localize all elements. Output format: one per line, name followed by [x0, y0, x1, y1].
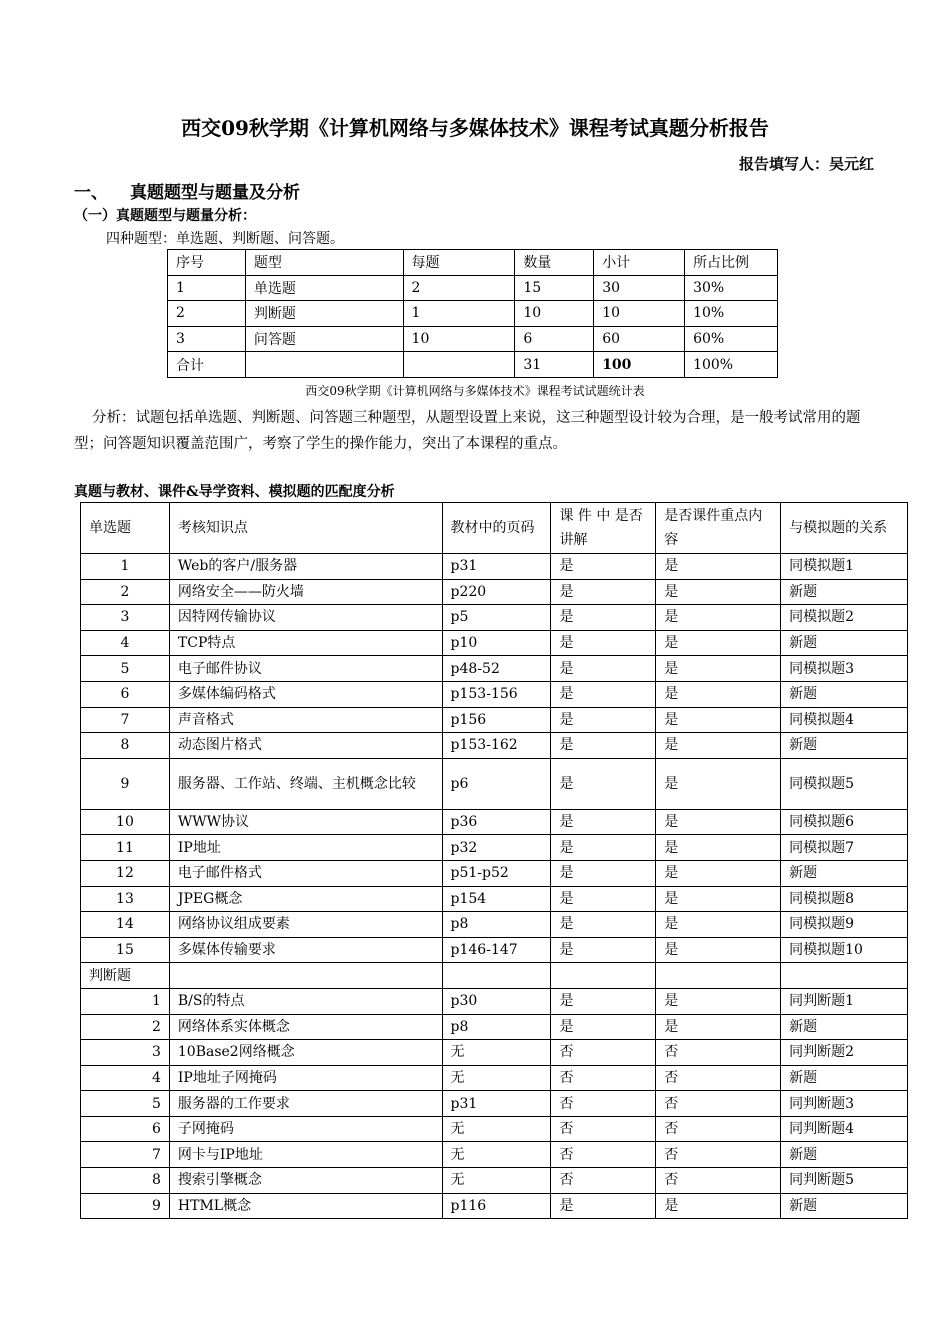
- page-title: 西交09秋学期《计算机网络与多媒体技术》课程考试真题分析报告: [181, 116, 769, 140]
- table-cell: 100: [594, 352, 685, 378]
- question-number: 15: [81, 937, 170, 963]
- question-number: 5: [81, 1091, 170, 1117]
- header-cell: 教材中的页码: [442, 503, 551, 554]
- table-cell: 10: [515, 301, 594, 327]
- table-cell: 是: [656, 886, 781, 912]
- table-cell: 2: [168, 301, 246, 327]
- table-row: [81, 630, 908, 656]
- question-number: 1: [81, 988, 170, 1014]
- table-cell: 是: [551, 656, 656, 682]
- table-cell: 3: [168, 326, 246, 352]
- table-cell: 是: [656, 605, 781, 631]
- table-cell: 同判断题5: [781, 1168, 908, 1194]
- table-cell: p220: [442, 579, 551, 605]
- table-cell: 否: [551, 1091, 656, 1117]
- table-cell: 新题: [781, 860, 908, 886]
- table-row: [81, 733, 908, 759]
- table-cell: 同模拟题1: [781, 554, 908, 580]
- table-cell: 同模拟题10: [781, 937, 908, 963]
- subsection-heading: （一）真题题型与题量分析：: [74, 208, 256, 224]
- header-cell: 考核知识点: [169, 503, 442, 554]
- question-number: 7: [81, 707, 170, 733]
- table-row: [81, 1168, 908, 1194]
- header-cell: 序号: [168, 250, 246, 276]
- table-cell: 是: [656, 1193, 781, 1219]
- section-title: 真题题型与题量及分析: [130, 183, 300, 203]
- table-row: [81, 1065, 908, 1091]
- table-cell: 同模拟题5: [781, 758, 908, 809]
- table-row: [81, 579, 908, 605]
- header-cell: 是否课件重点内容: [656, 503, 781, 554]
- question-number: 10: [81, 809, 170, 835]
- table-row: [168, 275, 778, 301]
- table-header-row: [81, 503, 908, 554]
- table-cell: 同判断题3: [781, 1091, 908, 1117]
- table-cell: 是: [551, 835, 656, 861]
- header-cell: 每题: [403, 250, 515, 276]
- table-row: [81, 1193, 908, 1219]
- table-cell: 同判断题1: [781, 988, 908, 1014]
- summary-table: [167, 249, 778, 378]
- table-cell: p31: [442, 1091, 551, 1117]
- table-cell: 无: [442, 1065, 551, 1091]
- table-cell: 否: [656, 1142, 781, 1168]
- table-cell: 新题: [781, 733, 908, 759]
- table-cell: 是: [551, 937, 656, 963]
- table-cell: p8: [442, 1014, 551, 1040]
- table-cell: p156: [442, 707, 551, 733]
- table-cell: 服务器、工作站、终端、主机概念比较: [169, 758, 442, 809]
- table-cell: 搜索引擎概念: [169, 1168, 442, 1194]
- table-cell: 是: [551, 707, 656, 733]
- table-cell: 新题: [781, 681, 908, 707]
- table-cell: 是: [656, 656, 781, 682]
- table-cell: 否: [656, 1065, 781, 1091]
- table-cell: 多媒体编码格式: [169, 681, 442, 707]
- table-cell: 无: [442, 1040, 551, 1066]
- table-cell: 10%: [685, 301, 778, 327]
- table-cell: p32: [442, 835, 551, 861]
- table-cell: 电子邮件协议: [169, 656, 442, 682]
- question-number: 1: [81, 554, 170, 580]
- match-table: [80, 502, 908, 1219]
- table-cell: 新题: [781, 1014, 908, 1040]
- header-cell: 课 件 中 是否讲解: [551, 503, 656, 554]
- table-cell: 因特网传输协议: [169, 605, 442, 631]
- table-cell: TCP特点: [169, 630, 442, 656]
- table-cell: 10Base2网络概念: [169, 1040, 442, 1066]
- table-cell: 同模拟题8: [781, 886, 908, 912]
- table-cell: p10: [442, 630, 551, 656]
- question-number: 3: [81, 1040, 170, 1066]
- table-row: [81, 809, 908, 835]
- table-cell: 新题: [781, 1142, 908, 1168]
- table-cell: 是: [656, 912, 781, 938]
- table-cell: 1: [168, 275, 246, 301]
- table-cell: 服务器的工作要求: [169, 1091, 442, 1117]
- table-cell: 2: [403, 275, 515, 301]
- table-cell: 电子邮件格式: [169, 860, 442, 886]
- table-row: [81, 554, 908, 580]
- table-cell: HTML概念: [169, 1193, 442, 1219]
- table-cell: 是: [656, 579, 781, 605]
- table-cell: p6: [442, 758, 551, 809]
- table-cell: 否: [656, 1116, 781, 1142]
- question-number: 8: [81, 1168, 170, 1194]
- table-cell: 否: [551, 1040, 656, 1066]
- table-row: [81, 656, 908, 682]
- table-cell: p48-52: [442, 656, 551, 682]
- table-row: [81, 1040, 908, 1066]
- table-cell: 是: [656, 681, 781, 707]
- table-cell: 是: [551, 733, 656, 759]
- table-row: [81, 860, 908, 886]
- table-row: [81, 1091, 908, 1117]
- table-cell: p116: [442, 1193, 551, 1219]
- table-cell: 是: [656, 809, 781, 835]
- table-cell: 声音格式: [169, 707, 442, 733]
- question-number: 3: [81, 605, 170, 631]
- table-cell: 无: [442, 1116, 551, 1142]
- table-cell: 问答题: [245, 326, 403, 352]
- table-row: [81, 1116, 908, 1142]
- table-cell: 无: [442, 1168, 551, 1194]
- table-cell: [245, 352, 403, 378]
- table-cell: 60: [594, 326, 685, 352]
- table-row: [81, 681, 908, 707]
- header-cell: 所占比例: [685, 250, 778, 276]
- table-cell: 同模拟题9: [781, 912, 908, 938]
- table-cell: 同模拟题2: [781, 605, 908, 631]
- table-cell: [403, 352, 515, 378]
- table-cell: WWW协议: [169, 809, 442, 835]
- table-cell: 网络体系实体概念: [169, 1014, 442, 1040]
- table-cell: 否: [656, 1091, 781, 1117]
- table-header-row: [168, 250, 778, 276]
- section-label-row: [81, 963, 908, 989]
- table-cell: [169, 963, 442, 989]
- section-heading-1: [74, 178, 300, 203]
- table-cell: 新题: [781, 630, 908, 656]
- table-cell: p30: [442, 988, 551, 1014]
- table-cell: 新题: [781, 1193, 908, 1219]
- table-cell: 网络安全——防火墙: [169, 579, 442, 605]
- section-number: 一、: [74, 183, 108, 203]
- table-cell: 同判断题4: [781, 1116, 908, 1142]
- table-cell: 否: [551, 1065, 656, 1091]
- table-cell: p36: [442, 809, 551, 835]
- question-number: 4: [81, 1065, 170, 1091]
- table-cell: 是: [656, 937, 781, 963]
- report-author: 报告填写人：吴元红: [738, 155, 874, 173]
- table-cell: 网卡与IP地址: [169, 1142, 442, 1168]
- table-cell: 是: [656, 1014, 781, 1040]
- table-row: [168, 326, 778, 352]
- table-cell: 是: [551, 809, 656, 835]
- table-cell: 是: [656, 630, 781, 656]
- table-cell: 否: [656, 1168, 781, 1194]
- table-cell: 是: [551, 681, 656, 707]
- table-row: [81, 1142, 908, 1168]
- table-cell: JPEG概念: [169, 886, 442, 912]
- table-cell: 合计: [168, 352, 246, 378]
- table-cell: [442, 963, 551, 989]
- table-cell: 是: [551, 554, 656, 580]
- question-number: 6: [81, 681, 170, 707]
- question-number: 11: [81, 835, 170, 861]
- table-cell: 10: [594, 301, 685, 327]
- header-cell: 题型: [245, 250, 403, 276]
- table-row: [168, 352, 778, 378]
- table-row: [81, 988, 908, 1014]
- table-cell: [551, 963, 656, 989]
- question-number: 7: [81, 1142, 170, 1168]
- question-number: 8: [81, 733, 170, 759]
- table-cell: 是: [656, 707, 781, 733]
- table-cell: p153-156: [442, 681, 551, 707]
- table-cell: 新题: [781, 1065, 908, 1091]
- table-cell: 6: [515, 326, 594, 352]
- table-cell: 否: [656, 1040, 781, 1066]
- table-cell: 否: [551, 1142, 656, 1168]
- header-cell: 与模拟题的关系: [781, 503, 908, 554]
- question-number: 13: [81, 886, 170, 912]
- question-number: 2: [81, 579, 170, 605]
- table-cell: 1: [403, 301, 515, 327]
- table-cell: B/S的特点: [169, 988, 442, 1014]
- table-cell: 是: [656, 733, 781, 759]
- table-cell: 同模拟题4: [781, 707, 908, 733]
- table-cell: 10: [403, 326, 515, 352]
- table-cell: 是: [551, 630, 656, 656]
- table-cell: p31: [442, 554, 551, 580]
- table-cell: 是: [551, 886, 656, 912]
- table-cell: 是: [656, 835, 781, 861]
- table-cell: p51-p52: [442, 860, 551, 886]
- table-row: [81, 937, 908, 963]
- table-cell: 无: [442, 1142, 551, 1168]
- table-row: [81, 707, 908, 733]
- table-row: [81, 912, 908, 938]
- header-cell: 数量: [515, 250, 594, 276]
- table-cell: 100%: [685, 352, 778, 378]
- table-cell: p153-162: [442, 733, 551, 759]
- question-number: 12: [81, 860, 170, 886]
- table-cell: IP地址: [169, 835, 442, 861]
- question-number: 9: [81, 758, 170, 809]
- table-cell: p154: [442, 886, 551, 912]
- table-cell: 是: [551, 1014, 656, 1040]
- table-cell: Web的客户/服务器: [169, 554, 442, 580]
- tf-section-label: 判断题: [81, 963, 170, 989]
- table-cell: 是: [551, 579, 656, 605]
- table-cell: 是: [656, 988, 781, 1014]
- table-cell: 15: [515, 275, 594, 301]
- question-number: 5: [81, 656, 170, 682]
- question-number: 2: [81, 1014, 170, 1040]
- table-row: [81, 605, 908, 631]
- table-row: [168, 301, 778, 327]
- table-cell: 是: [551, 605, 656, 631]
- table-cell: 是: [551, 860, 656, 886]
- table-cell: 否: [551, 1168, 656, 1194]
- table-cell: p8: [442, 912, 551, 938]
- table-cell: [781, 963, 908, 989]
- table-cell: 新题: [781, 579, 908, 605]
- table-cell: p5: [442, 605, 551, 631]
- table-cell: 判断题: [245, 301, 403, 327]
- table-cell: 多媒体传输要求: [169, 937, 442, 963]
- question-number: 4: [81, 630, 170, 656]
- table-cell: 是: [656, 554, 781, 580]
- table-row: [81, 886, 908, 912]
- table-cell: 单选题: [245, 275, 403, 301]
- header-cell: 单选题: [81, 503, 170, 554]
- table-cell: p146-147: [442, 937, 551, 963]
- table-cell: 是: [551, 1193, 656, 1219]
- table-cell: 是: [551, 912, 656, 938]
- table-cell: 同模拟题6: [781, 809, 908, 835]
- table-cell: 是: [656, 758, 781, 809]
- header-cell: 小计: [594, 250, 685, 276]
- table-cell: [656, 963, 781, 989]
- table-cell: 同模拟题3: [781, 656, 908, 682]
- table-cell: 30%: [685, 275, 778, 301]
- intro-text: 四种题型：单选题、判断题、问答题。: [106, 231, 344, 247]
- question-number: 9: [81, 1193, 170, 1219]
- table-cell: 否: [551, 1116, 656, 1142]
- table-row: [81, 1014, 908, 1040]
- table-cell: 同判断题2: [781, 1040, 908, 1066]
- table-cell: 30: [594, 275, 685, 301]
- analysis-paragraph: 分析：试题包括单选题、判断题、问答题三种题型，从题型设置上来说，这三种题型设计较为合理，是一般考试常用的题型；问答题知识覆盖范围广，考察了学生的操作能力，突出了本课程的重点。: [74, 410, 861, 452]
- table-cell: IP地址子网掩码: [169, 1065, 442, 1091]
- question-number: 6: [81, 1116, 170, 1142]
- question-number: 14: [81, 912, 170, 938]
- table-cell: 60%: [685, 326, 778, 352]
- table-row: [81, 758, 908, 809]
- table-row: [81, 835, 908, 861]
- table-cell: 同模拟题7: [781, 835, 908, 861]
- table-cell: 动态图片格式: [169, 733, 442, 759]
- table-cell: 是: [656, 860, 781, 886]
- section-heading-2: 真题与教材、课件&导学资料、模拟题的匹配度分析: [74, 484, 395, 500]
- table-cell: 子网掩码: [169, 1116, 442, 1142]
- table-cell: 31: [515, 352, 594, 378]
- table-cell: 是: [551, 988, 656, 1014]
- table-cell: 是: [551, 758, 656, 809]
- table-cell: 网络协议组成要素: [169, 912, 442, 938]
- table-caption: 西交09秋学期《计算机网络与多媒体技术》课程考试试题统计表: [305, 384, 645, 398]
